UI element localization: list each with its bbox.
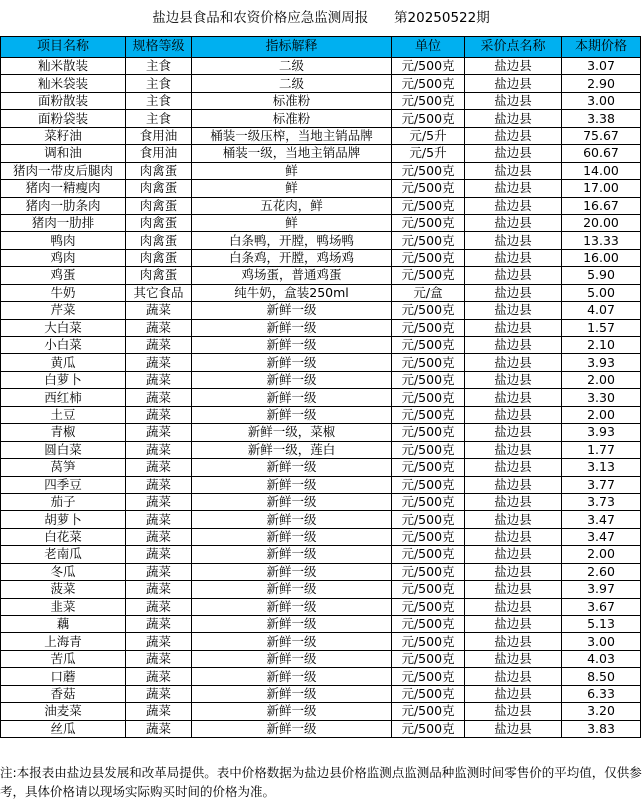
price-cell: 16.00 (562, 249, 641, 266)
price-cell: 16.67 (562, 197, 641, 214)
price-cell: 1.77 (562, 441, 641, 458)
grade-cell: 蔬菜 (126, 511, 192, 528)
unit-cell: 元/500克 (392, 703, 465, 720)
price-cell: 2.90 (562, 75, 641, 92)
unit-cell: 元/500克 (392, 232, 465, 249)
grade-cell: 蔬菜 (126, 581, 192, 598)
unit-cell: 元/500克 (392, 337, 465, 354)
price-cell: 2.60 (562, 563, 641, 580)
spec-cell: 桶装一级，当地主销品牌 (192, 145, 392, 162)
location-cell: 盐边县 (465, 180, 562, 197)
grade-cell: 蔬菜 (126, 354, 192, 371)
grade-cell: 食用油 (126, 145, 192, 162)
item-name-cell: 韭菜 (1, 598, 126, 615)
unit-cell: 元/500克 (392, 110, 465, 127)
grade-cell: 主食 (126, 75, 192, 92)
location-cell: 盐边县 (465, 75, 562, 92)
unit-cell: 元/500克 (392, 249, 465, 266)
spec-cell: 白条鸭，开膛，鸭场鸭 (192, 232, 392, 249)
grade-cell: 蔬菜 (126, 389, 192, 406)
price-cell: 3.93 (562, 424, 641, 441)
item-name-cell: 白萝卜 (1, 371, 126, 388)
table-row (1, 441, 641, 458)
table-row (1, 180, 641, 197)
unit-cell: 元/500克 (392, 354, 465, 371)
item-name-cell: 猪肉一肋条肉 (1, 197, 126, 214)
location-cell: 盐边县 (465, 720, 562, 737)
location-cell: 盐边县 (465, 598, 562, 615)
item-name-cell: 丝瓜 (1, 720, 126, 737)
header-location: 采价点名称 (465, 37, 562, 58)
price-cell: 5.00 (562, 284, 641, 301)
location-cell: 盐边县 (465, 406, 562, 423)
location-cell: 盐边县 (465, 58, 562, 75)
location-cell: 盐边县 (465, 581, 562, 598)
spec-cell: 新鲜一级 (192, 528, 392, 545)
unit-cell: 元/500克 (392, 476, 465, 493)
price-cell: 14.00 (562, 162, 641, 179)
price-cell: 13.33 (562, 232, 641, 249)
item-name-cell: 鸭肉 (1, 232, 126, 249)
price-cell: 3.93 (562, 354, 641, 371)
table-row (1, 650, 641, 667)
spec-cell: 新鲜一级 (192, 703, 392, 720)
grade-cell: 肉禽蛋 (126, 180, 192, 197)
location-cell: 盐边县 (465, 424, 562, 441)
grade-cell: 主食 (126, 110, 192, 127)
unit-cell: 元/500克 (392, 493, 465, 510)
header-grade: 规格等级 (126, 37, 192, 58)
price-cell: 3.00 (562, 633, 641, 650)
spec-cell: 新鲜一级 (192, 493, 392, 510)
unit-cell: 元/500克 (392, 267, 465, 284)
grade-cell: 蔬菜 (126, 319, 192, 336)
item-name-cell: 香菇 (1, 685, 126, 702)
report-title: 盐边县食品和农资价格应急监测周报 第20250522期 (152, 10, 490, 26)
item-name-cell: 青椒 (1, 424, 126, 441)
spec-cell: 新鲜一级，莲白 (192, 441, 392, 458)
item-name-cell: 大白菜 (1, 319, 126, 336)
price-cell: 2.00 (562, 406, 641, 423)
grade-cell: 主食 (126, 58, 192, 75)
location-cell: 盐边县 (465, 511, 562, 528)
grade-cell: 蔬菜 (126, 302, 192, 319)
spec-cell: 新鲜一级 (192, 720, 392, 737)
table-row (1, 110, 641, 127)
table-row (1, 145, 641, 162)
unit-cell: 元/500克 (392, 598, 465, 615)
table-row (1, 424, 641, 441)
spec-cell: 鲜 (192, 180, 392, 197)
grade-cell: 蔬菜 (126, 493, 192, 510)
table-row (1, 406, 641, 423)
location-cell: 盐边县 (465, 162, 562, 179)
location-cell: 盐边县 (465, 92, 562, 109)
spec-cell: 新鲜一级，菜椒 (192, 424, 392, 441)
item-name-cell: 莴笋 (1, 459, 126, 476)
item-name-cell: 猪肉一带皮后腿肉 (1, 162, 126, 179)
spec-cell: 新鲜一级 (192, 581, 392, 598)
grade-cell: 蔬菜 (126, 720, 192, 737)
spec-cell: 新鲜一级 (192, 598, 392, 615)
grade-cell: 食用油 (126, 127, 192, 144)
footnote: 注:本报表由盐边县发展和改革局提供。表中价格数据为盐边县价格监测点监测品种监测时间零售价的平均值，仅供参考，具体价格请以现场实际购买时间的价格为准。 (0, 765, 642, 799)
item-name-cell: 口蘑 (1, 668, 126, 685)
unit-cell: 元/500克 (392, 581, 465, 598)
location-cell: 盐边县 (465, 616, 562, 633)
spec-cell: 新鲜一级 (192, 546, 392, 563)
item-name-cell: 菜籽油 (1, 127, 126, 144)
price-cell: 3.47 (562, 528, 641, 545)
item-name-cell: 白花菜 (1, 528, 126, 545)
price-cell: 3.97 (562, 581, 641, 598)
spec-cell: 新鲜一级 (192, 459, 392, 476)
price-table (0, 36, 641, 738)
price-cell: 5.13 (562, 616, 641, 633)
unit-cell: 元/500克 (392, 214, 465, 231)
table-row (1, 127, 641, 144)
spec-cell: 新鲜一级 (192, 668, 392, 685)
location-cell: 盐边县 (465, 302, 562, 319)
location-cell: 盐边县 (465, 214, 562, 231)
spec-cell: 标准粉 (192, 92, 392, 109)
spec-cell: 鸡场蛋，普通鸡蛋 (192, 267, 392, 284)
price-cell: 3.73 (562, 493, 641, 510)
price-cell: 3.30 (562, 389, 641, 406)
table-row (1, 581, 641, 598)
unit-cell: 元/500克 (392, 389, 465, 406)
item-name-cell: 猪肉一肋排 (1, 214, 126, 231)
grade-cell: 蔬菜 (126, 616, 192, 633)
item-name-cell: 冬瓜 (1, 563, 126, 580)
location-cell: 盐边县 (465, 337, 562, 354)
table-row (1, 302, 641, 319)
location-cell: 盐边县 (465, 284, 562, 301)
spec-cell: 标准粉 (192, 110, 392, 127)
spec-cell: 五花肉，鲜 (192, 197, 392, 214)
table-row (1, 563, 641, 580)
location-cell: 盐边县 (465, 476, 562, 493)
table-row (1, 162, 641, 179)
price-cell: 2.00 (562, 546, 641, 563)
table-row (1, 284, 641, 301)
grade-cell: 蔬菜 (126, 424, 192, 441)
grade-cell: 蔬菜 (126, 528, 192, 545)
table-row (1, 319, 641, 336)
spec-cell: 鲜 (192, 162, 392, 179)
unit-cell: 元/500克 (392, 459, 465, 476)
table-row (1, 598, 641, 615)
spec-cell: 新鲜一级 (192, 389, 392, 406)
location-cell: 盐边县 (465, 197, 562, 214)
price-cell: 4.03 (562, 650, 641, 667)
price-cell: 20.00 (562, 214, 641, 231)
item-name-cell: 圆白菜 (1, 441, 126, 458)
unit-cell: 元/盒 (392, 284, 465, 301)
location-cell: 盐边县 (465, 354, 562, 371)
table-row (1, 685, 641, 702)
table-row (1, 476, 641, 493)
grade-cell: 蔬菜 (126, 598, 192, 615)
spec-cell: 白条鸡，开膛，鸡场鸡 (192, 249, 392, 266)
price-cell: 60.67 (562, 145, 641, 162)
grade-cell: 主食 (126, 92, 192, 109)
spec-cell: 新鲜一级 (192, 633, 392, 650)
price-cell: 3.67 (562, 598, 641, 615)
location-cell: 盐边县 (465, 319, 562, 336)
location-cell: 盐边县 (465, 546, 562, 563)
location-cell: 盐边县 (465, 441, 562, 458)
location-cell: 盐边县 (465, 127, 562, 144)
price-cell: 2.10 (562, 337, 641, 354)
unit-cell: 元/500克 (392, 371, 465, 388)
unit-cell: 元/500克 (392, 720, 465, 737)
unit-cell: 元/500克 (392, 633, 465, 650)
spec-cell: 新鲜一级 (192, 319, 392, 336)
table-row (1, 633, 641, 650)
spec-cell: 新鲜一级 (192, 406, 392, 423)
unit-cell: 元/500克 (392, 650, 465, 667)
item-name-cell: 芹菜 (1, 302, 126, 319)
item-name-cell: 黄瓜 (1, 354, 126, 371)
grade-cell: 蔬菜 (126, 337, 192, 354)
table-row (1, 459, 641, 476)
unit-cell: 元/500克 (392, 528, 465, 545)
grade-cell: 蔬菜 (126, 563, 192, 580)
table-row (1, 511, 641, 528)
item-name-cell: 面粉袋装 (1, 110, 126, 127)
grade-cell: 蔬菜 (126, 476, 192, 493)
location-cell: 盐边县 (465, 267, 562, 284)
item-name-cell: 调和油 (1, 145, 126, 162)
grade-cell: 其它食品 (126, 284, 192, 301)
item-name-cell: 土豆 (1, 406, 126, 423)
grade-cell: 蔬菜 (126, 441, 192, 458)
grade-cell: 蔬菜 (126, 406, 192, 423)
price-cell: 1.57 (562, 319, 641, 336)
spec-cell: 新鲜一级 (192, 511, 392, 528)
unit-cell: 元/500克 (392, 75, 465, 92)
header-spec: 指标解释 (192, 37, 392, 58)
table-row (1, 337, 641, 354)
spec-cell: 二级 (192, 58, 392, 75)
table-row (1, 389, 641, 406)
unit-cell: 元/500克 (392, 424, 465, 441)
location-cell: 盐边县 (465, 232, 562, 249)
unit-cell: 元/500克 (392, 197, 465, 214)
price-cell: 3.77 (562, 476, 641, 493)
header-price: 本期价格 (562, 37, 641, 58)
grade-cell: 肉禽蛋 (126, 267, 192, 284)
item-name-cell: 老南瓜 (1, 546, 126, 563)
unit-cell: 元/500克 (392, 406, 465, 423)
item-name-cell: 胡萝卜 (1, 511, 126, 528)
unit-cell: 元/500克 (392, 511, 465, 528)
unit-cell: 元/500克 (392, 441, 465, 458)
item-name-cell: 菠菜 (1, 581, 126, 598)
location-cell: 盐边县 (465, 633, 562, 650)
unit-cell: 元/500克 (392, 616, 465, 633)
table-row (1, 703, 641, 720)
item-name-cell: 藕 (1, 616, 126, 633)
item-name-cell: 猪肉一精瘦肉 (1, 180, 126, 197)
item-name-cell: 鸡蛋 (1, 267, 126, 284)
table-row (1, 232, 641, 249)
location-cell: 盐边县 (465, 493, 562, 510)
table-row (1, 493, 641, 510)
price-cell: 3.20 (562, 703, 641, 720)
price-cell: 2.00 (562, 371, 641, 388)
spec-cell: 新鲜一级 (192, 563, 392, 580)
price-cell: 17.00 (562, 180, 641, 197)
price-cell: 6.33 (562, 685, 641, 702)
location-cell: 盐边县 (465, 371, 562, 388)
location-cell: 盐边县 (465, 703, 562, 720)
location-cell: 盐边县 (465, 389, 562, 406)
location-cell: 盐边县 (465, 110, 562, 127)
item-name-cell: 籼米袋装 (1, 75, 126, 92)
spec-cell: 纯牛奶，盒装250ml (192, 284, 392, 301)
unit-cell: 元/500克 (392, 162, 465, 179)
table-body (1, 58, 641, 738)
spec-cell: 新鲜一级 (192, 650, 392, 667)
unit-cell: 元/500克 (392, 319, 465, 336)
item-name-cell: 鸡肉 (1, 249, 126, 266)
price-cell: 5.90 (562, 267, 641, 284)
spec-cell: 新鲜一级 (192, 337, 392, 354)
unit-cell: 元/500克 (392, 180, 465, 197)
item-name-cell: 油麦菜 (1, 703, 126, 720)
item-name-cell: 牛奶 (1, 284, 126, 301)
item-name-cell: 西红柿 (1, 389, 126, 406)
grade-cell: 蔬菜 (126, 668, 192, 685)
price-cell: 3.13 (562, 459, 641, 476)
item-name-cell: 茄子 (1, 493, 126, 510)
unit-cell: 元/500克 (392, 546, 465, 563)
location-cell: 盐边县 (465, 459, 562, 476)
table-row (1, 528, 641, 545)
unit-cell: 元/500克 (392, 58, 465, 75)
item-name-cell: 小白菜 (1, 337, 126, 354)
table-row (1, 354, 641, 371)
item-name-cell: 面粉散装 (1, 92, 126, 109)
grade-cell: 蔬菜 (126, 459, 192, 476)
grade-cell: 肉禽蛋 (126, 232, 192, 249)
table-row (1, 249, 641, 266)
table-row (1, 546, 641, 563)
unit-cell: 元/5升 (392, 127, 465, 144)
price-cell: 3.38 (562, 110, 641, 127)
location-cell: 盐边县 (465, 668, 562, 685)
location-cell: 盐边县 (465, 650, 562, 667)
table-row (1, 214, 641, 231)
table-row (1, 75, 641, 92)
spec-cell: 新鲜一级 (192, 476, 392, 493)
grade-cell: 蔬菜 (126, 546, 192, 563)
location-cell: 盐边县 (465, 249, 562, 266)
table-row (1, 616, 641, 633)
table-row (1, 197, 641, 214)
price-cell: 3.47 (562, 511, 641, 528)
unit-cell: 元/500克 (392, 302, 465, 319)
item-name-cell: 籼米散装 (1, 58, 126, 75)
unit-cell: 元/500克 (392, 668, 465, 685)
header-item-name: 项目名称 (1, 37, 126, 58)
location-cell: 盐边县 (465, 145, 562, 162)
price-cell: 4.07 (562, 302, 641, 319)
spec-cell: 新鲜一级 (192, 616, 392, 633)
unit-cell: 元/500克 (392, 685, 465, 702)
grade-cell: 肉禽蛋 (126, 214, 192, 231)
header-unit: 单位 (392, 37, 465, 58)
price-cell: 3.00 (562, 92, 641, 109)
table-row (1, 58, 641, 75)
table-row (1, 92, 641, 109)
spec-cell: 二级 (192, 75, 392, 92)
grade-cell: 蔬菜 (126, 685, 192, 702)
price-cell: 3.83 (562, 720, 641, 737)
unit-cell: 元/5升 (392, 145, 465, 162)
table-row (1, 668, 641, 685)
table-header-row (1, 37, 641, 58)
table-row (1, 371, 641, 388)
spec-cell: 新鲜一级 (192, 302, 392, 319)
spec-cell: 新鲜一级 (192, 354, 392, 371)
location-cell: 盐边县 (465, 563, 562, 580)
unit-cell: 元/500克 (392, 563, 465, 580)
item-name-cell: 上海青 (1, 633, 126, 650)
spec-cell: 新鲜一级 (192, 371, 392, 388)
table-row (1, 267, 641, 284)
spec-cell: 鲜 (192, 214, 392, 231)
price-cell: 75.67 (562, 127, 641, 144)
spec-cell: 新鲜一级 (192, 685, 392, 702)
grade-cell: 肉禽蛋 (126, 162, 192, 179)
unit-cell: 元/500克 (392, 92, 465, 109)
spec-cell: 桶装一级压榨，当地主销品牌 (192, 127, 392, 144)
table-row (1, 720, 641, 737)
grade-cell: 蔬菜 (126, 633, 192, 650)
location-cell: 盐边县 (465, 685, 562, 702)
grade-cell: 肉禽蛋 (126, 249, 192, 266)
location-cell: 盐边县 (465, 528, 562, 545)
grade-cell: 蔬菜 (126, 371, 192, 388)
grade-cell: 肉禽蛋 (126, 197, 192, 214)
item-name-cell: 四季豆 (1, 476, 126, 493)
grade-cell: 蔬菜 (126, 650, 192, 667)
price-cell: 8.50 (562, 668, 641, 685)
grade-cell: 蔬菜 (126, 703, 192, 720)
price-cell: 3.07 (562, 58, 641, 75)
item-name-cell: 苦瓜 (1, 650, 126, 667)
